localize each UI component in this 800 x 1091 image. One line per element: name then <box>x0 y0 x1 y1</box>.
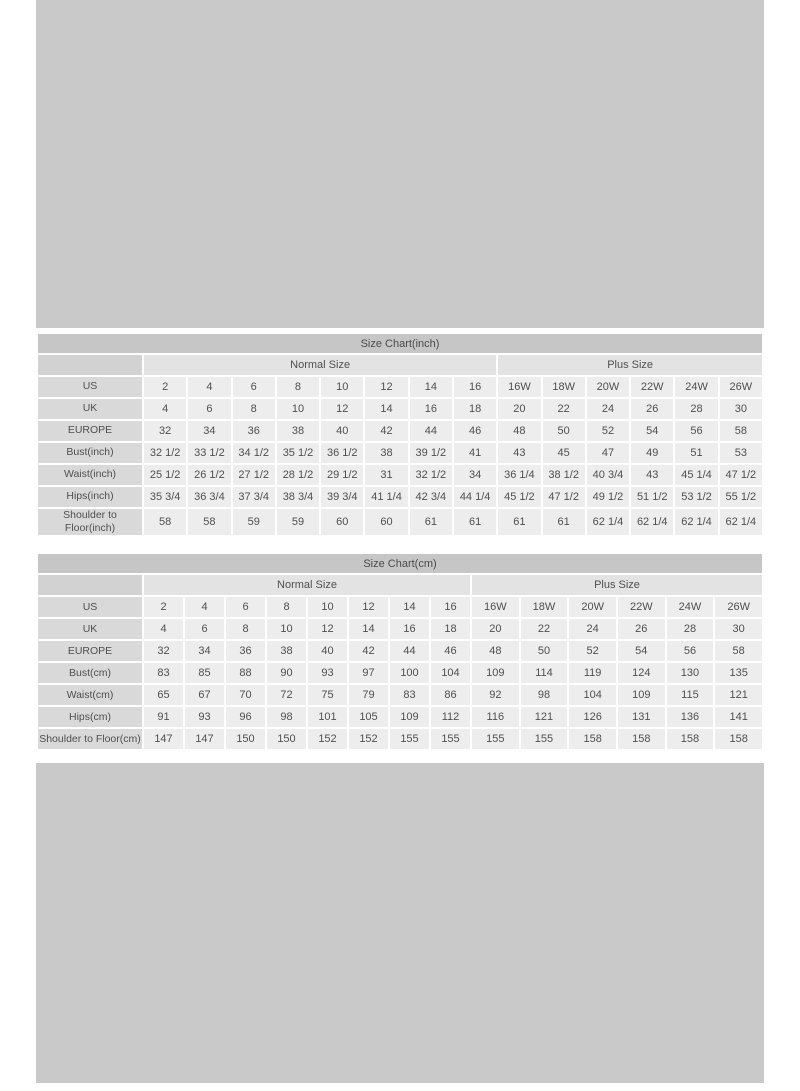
normal-size-header: Normal Size <box>144 355 496 375</box>
size-value-cell: 14 <box>349 619 388 639</box>
size-value-cell: 75 <box>308 685 347 705</box>
size-value-cell: 70 <box>226 685 265 705</box>
size-value-cell: 104 <box>569 685 616 705</box>
size-value-cell: 109 <box>390 707 429 727</box>
table-row <box>38 619 762 639</box>
size-value-cell: 22W <box>631 377 673 397</box>
size-value-cell: 46 <box>454 421 496 441</box>
table-title-row <box>38 334 762 353</box>
size-value-cell: 48 <box>472 641 519 661</box>
size-value-cell: 67 <box>185 685 224 705</box>
size-value-cell: 51 1/2 <box>631 487 673 507</box>
size-value-cell: 16W <box>472 597 519 617</box>
size-value-cell: 52 <box>569 641 616 661</box>
size-value-cell: 37 3/4 <box>233 487 275 507</box>
size-value-cell: 12 <box>349 597 388 617</box>
size-value-cell: 54 <box>631 421 673 441</box>
size-value-cell: 44 1/4 <box>454 487 496 507</box>
size-value-cell: 34 <box>454 465 496 485</box>
size-value-cell: 22 <box>521 619 568 639</box>
size-value-cell: 155 <box>390 729 429 749</box>
size-value-cell: 8 <box>233 399 275 419</box>
size-value-cell: 65 <box>144 685 183 705</box>
plus-size-header: Plus Size <box>498 355 762 375</box>
size-value-cell: 10 <box>308 597 347 617</box>
size-value-cell: 26 <box>631 399 673 419</box>
table-row <box>38 509 762 535</box>
size-value-cell: 24 <box>587 399 629 419</box>
size-value-cell: 105 <box>349 707 388 727</box>
table-row <box>38 663 762 683</box>
table-row <box>38 685 762 705</box>
size-value-cell: 61 <box>454 509 496 535</box>
size-value-cell: 59 <box>233 509 275 535</box>
row-label: UK <box>38 619 142 639</box>
size-value-cell: 33 1/2 <box>188 443 230 463</box>
size-value-cell: 155 <box>431 729 470 749</box>
size-value-cell: 147 <box>144 729 183 749</box>
size-value-cell: 53 1/2 <box>675 487 717 507</box>
size-value-cell: 20W <box>587 377 629 397</box>
size-value-cell: 59 <box>277 509 319 535</box>
size-value-cell: 36 <box>226 641 265 661</box>
size-value-cell: 47 1/2 <box>543 487 585 507</box>
row-label: EUROPE <box>38 641 142 661</box>
normal-size-header: Normal Size <box>144 575 470 595</box>
corner-cell <box>38 575 142 595</box>
size-value-cell: 34 1/2 <box>233 443 275 463</box>
size-value-cell: 10 <box>277 399 319 419</box>
size-value-cell: 90 <box>267 663 306 683</box>
size-value-cell: 34 <box>185 641 224 661</box>
size-value-cell: 96 <box>226 707 265 727</box>
size-value-cell: 39 1/2 <box>410 443 452 463</box>
size-value-cell: 45 <box>543 443 585 463</box>
size-value-cell: 147 <box>185 729 224 749</box>
size-value-cell: 58 <box>715 641 762 661</box>
size-value-cell: 116 <box>472 707 519 727</box>
table-row <box>38 377 762 397</box>
size-value-cell: 109 <box>618 685 665 705</box>
size-value-cell: 8 <box>267 597 306 617</box>
size-value-cell: 32 <box>144 641 183 661</box>
corner-cell <box>38 355 142 375</box>
size-value-cell: 42 <box>365 421 407 441</box>
size-value-cell: 121 <box>715 685 762 705</box>
size-value-cell: 158 <box>667 729 714 749</box>
size-value-cell: 8 <box>226 619 265 639</box>
size-value-cell: 150 <box>267 729 306 749</box>
size-value-cell: 62 1/4 <box>631 509 673 535</box>
size-value-cell: 135 <box>715 663 762 683</box>
size-chart-cm-table <box>36 552 764 751</box>
table-title-row <box>38 554 762 573</box>
size-value-cell: 38 1/2 <box>543 465 585 485</box>
size-value-cell: 119 <box>569 663 616 683</box>
size-value-cell: 91 <box>144 707 183 727</box>
size-value-cell: 42 3/4 <box>410 487 452 507</box>
size-value-cell: 152 <box>349 729 388 749</box>
table-body <box>38 377 762 535</box>
size-value-cell: 45 1/4 <box>675 465 717 485</box>
size-value-cell: 38 3/4 <box>277 487 319 507</box>
size-value-cell: 10 <box>321 377 363 397</box>
size-value-cell: 55 1/2 <box>720 487 762 507</box>
table-row <box>38 641 762 661</box>
size-group-header-row <box>38 355 762 375</box>
size-value-cell: 26 <box>618 619 665 639</box>
size-value-cell: 52 <box>587 421 629 441</box>
table-row <box>38 729 762 749</box>
row-label: US <box>38 597 142 617</box>
size-value-cell: 14 <box>410 377 452 397</box>
size-value-cell: 83 <box>390 685 429 705</box>
size-value-cell: 20 <box>472 619 519 639</box>
plus-size-header: Plus Size <box>472 575 762 595</box>
size-value-cell: 4 <box>144 619 183 639</box>
size-value-cell: 36 <box>233 421 275 441</box>
size-value-cell: 86 <box>431 685 470 705</box>
size-value-cell: 98 <box>267 707 306 727</box>
size-value-cell: 58 <box>144 509 186 535</box>
size-value-cell: 20 <box>498 399 540 419</box>
size-value-cell: 126 <box>569 707 616 727</box>
size-value-cell: 28 <box>675 399 717 419</box>
size-value-cell: 12 <box>365 377 407 397</box>
size-value-cell: 158 <box>569 729 616 749</box>
size-value-cell: 47 <box>587 443 629 463</box>
row-label: Hips(cm) <box>38 707 142 727</box>
size-value-cell: 104 <box>431 663 470 683</box>
size-value-cell: 40 <box>321 421 363 441</box>
size-value-cell: 50 <box>543 421 585 441</box>
size-value-cell: 112 <box>431 707 470 727</box>
size-value-cell: 121 <box>521 707 568 727</box>
size-value-cell: 51 <box>675 443 717 463</box>
size-value-cell: 41 1/4 <box>365 487 407 507</box>
size-value-cell: 92 <box>472 685 519 705</box>
size-value-cell: 32 <box>144 421 186 441</box>
size-value-cell: 46 <box>431 641 470 661</box>
size-value-cell: 32 1/2 <box>144 443 186 463</box>
row-label: Bust(inch) <box>38 443 142 463</box>
size-value-cell: 93 <box>185 707 224 727</box>
size-value-cell: 152 <box>308 729 347 749</box>
size-value-cell: 58 <box>720 421 762 441</box>
row-label: Waist(inch) <box>38 465 142 485</box>
size-value-cell: 2 <box>144 597 183 617</box>
size-value-cell: 114 <box>521 663 568 683</box>
size-value-cell: 16 <box>410 399 452 419</box>
size-value-cell: 27 1/2 <box>233 465 275 485</box>
size-value-cell: 4 <box>185 597 224 617</box>
row-label: UK <box>38 399 142 419</box>
size-value-cell: 62 1/4 <box>675 509 717 535</box>
size-value-cell: 22W <box>618 597 665 617</box>
table-row <box>38 597 762 617</box>
size-value-cell: 36 3/4 <box>188 487 230 507</box>
size-value-cell: 56 <box>667 641 714 661</box>
size-value-cell: 44 <box>410 421 452 441</box>
size-value-cell: 39 3/4 <box>321 487 363 507</box>
size-value-cell: 124 <box>618 663 665 683</box>
size-value-cell: 14 <box>365 399 407 419</box>
size-value-cell: 150 <box>226 729 265 749</box>
size-value-cell: 109 <box>472 663 519 683</box>
size-value-cell: 30 <box>720 399 762 419</box>
size-chart-inch-table <box>36 332 764 537</box>
size-value-cell: 61 <box>543 509 585 535</box>
size-value-cell: 8 <box>277 377 319 397</box>
size-value-cell: 49 1/2 <box>587 487 629 507</box>
size-value-cell: 24W <box>675 377 717 397</box>
table-title: Size Chart(inch) <box>38 334 762 353</box>
row-label: Shoulder to Floor(inch) <box>38 509 142 535</box>
size-value-cell: 83 <box>144 663 183 683</box>
size-value-cell: 42 <box>349 641 388 661</box>
size-value-cell: 54 <box>618 641 665 661</box>
size-value-cell: 62 1/4 <box>720 509 762 535</box>
size-value-cell: 85 <box>185 663 224 683</box>
size-value-cell: 24W <box>667 597 714 617</box>
size-value-cell: 2 <box>144 377 186 397</box>
size-value-cell: 79 <box>349 685 388 705</box>
table-row <box>38 487 762 507</box>
table-body <box>38 597 762 749</box>
size-value-cell: 61 <box>410 509 452 535</box>
size-value-cell: 130 <box>667 663 714 683</box>
size-value-cell: 36 1/4 <box>498 465 540 485</box>
size-value-cell: 38 <box>267 641 306 661</box>
size-value-cell: 50 <box>521 641 568 661</box>
table-row <box>38 465 762 485</box>
size-value-cell: 32 1/2 <box>410 465 452 485</box>
table-row <box>38 707 762 727</box>
size-value-cell: 6 <box>188 399 230 419</box>
size-value-cell: 43 <box>498 443 540 463</box>
size-value-cell: 18W <box>543 377 585 397</box>
row-label: US <box>38 377 142 397</box>
row-label: Shoulder to Floor(cm) <box>38 729 142 749</box>
size-value-cell: 49 <box>631 443 673 463</box>
table-row <box>38 399 762 419</box>
size-value-cell: 88 <box>226 663 265 683</box>
size-value-cell: 26W <box>720 377 762 397</box>
row-label: Hips(inch) <box>38 487 142 507</box>
size-value-cell: 26 1/2 <box>188 465 230 485</box>
size-value-cell: 35 1/2 <box>277 443 319 463</box>
size-value-cell: 34 <box>188 421 230 441</box>
size-value-cell: 101 <box>308 707 347 727</box>
size-value-cell: 44 <box>390 641 429 661</box>
size-value-cell: 158 <box>715 729 762 749</box>
size-value-cell: 45 1/2 <box>498 487 540 507</box>
size-value-cell: 28 1/2 <box>277 465 319 485</box>
size-value-cell: 131 <box>618 707 665 727</box>
size-value-cell: 40 <box>308 641 347 661</box>
size-value-cell: 6 <box>233 377 275 397</box>
size-value-cell: 61 <box>498 509 540 535</box>
size-value-cell: 31 <box>365 465 407 485</box>
size-value-cell: 24 <box>569 619 616 639</box>
size-value-cell: 12 <box>308 619 347 639</box>
size-group-header-row <box>38 575 762 595</box>
size-value-cell: 72 <box>267 685 306 705</box>
size-value-cell: 28 <box>667 619 714 639</box>
size-value-cell: 16 <box>431 597 470 617</box>
size-value-cell: 155 <box>521 729 568 749</box>
size-value-cell: 14 <box>390 597 429 617</box>
table-title: Size Chart(cm) <box>38 554 762 573</box>
size-value-cell: 4 <box>144 399 186 419</box>
size-value-cell: 30 <box>715 619 762 639</box>
size-value-cell: 58 <box>188 509 230 535</box>
size-value-cell: 16 <box>454 377 496 397</box>
size-value-cell: 115 <box>667 685 714 705</box>
row-label: EUROPE <box>38 421 142 441</box>
row-label: Bust(cm) <box>38 663 142 683</box>
product-image-placeholder-top <box>36 0 764 328</box>
size-value-cell: 100 <box>390 663 429 683</box>
size-value-cell: 155 <box>472 729 519 749</box>
size-value-cell: 4 <box>188 377 230 397</box>
size-value-cell: 53 <box>720 443 762 463</box>
size-value-cell: 29 1/2 <box>321 465 363 485</box>
size-value-cell: 41 <box>454 443 496 463</box>
size-value-cell: 18W <box>521 597 568 617</box>
table-row <box>38 443 762 463</box>
size-value-cell: 16 <box>390 619 429 639</box>
product-image-placeholder-bottom <box>36 763 764 1083</box>
size-value-cell: 60 <box>365 509 407 535</box>
size-value-cell: 26W <box>715 597 762 617</box>
size-value-cell: 22 <box>543 399 585 419</box>
size-value-cell: 93 <box>308 663 347 683</box>
size-value-cell: 38 <box>277 421 319 441</box>
size-value-cell: 20W <box>569 597 616 617</box>
size-value-cell: 36 1/2 <box>321 443 363 463</box>
size-value-cell: 97 <box>349 663 388 683</box>
size-value-cell: 62 1/4 <box>587 509 629 535</box>
size-value-cell: 6 <box>185 619 224 639</box>
size-value-cell: 60 <box>321 509 363 535</box>
size-value-cell: 18 <box>431 619 470 639</box>
size-value-cell: 56 <box>675 421 717 441</box>
size-value-cell: 25 1/2 <box>144 465 186 485</box>
size-value-cell: 47 1/2 <box>720 465 762 485</box>
row-label: Waist(cm) <box>38 685 142 705</box>
size-value-cell: 48 <box>498 421 540 441</box>
size-value-cell: 158 <box>618 729 665 749</box>
size-value-cell: 18 <box>454 399 496 419</box>
size-value-cell: 98 <box>521 685 568 705</box>
size-value-cell: 16W <box>498 377 540 397</box>
size-value-cell: 40 3/4 <box>587 465 629 485</box>
size-value-cell: 6 <box>226 597 265 617</box>
size-value-cell: 43 <box>631 465 673 485</box>
table-row <box>38 421 762 441</box>
size-value-cell: 136 <box>667 707 714 727</box>
size-value-cell: 35 3/4 <box>144 487 186 507</box>
size-value-cell: 38 <box>365 443 407 463</box>
size-value-cell: 12 <box>321 399 363 419</box>
size-value-cell: 141 <box>715 707 762 727</box>
size-value-cell: 10 <box>267 619 306 639</box>
